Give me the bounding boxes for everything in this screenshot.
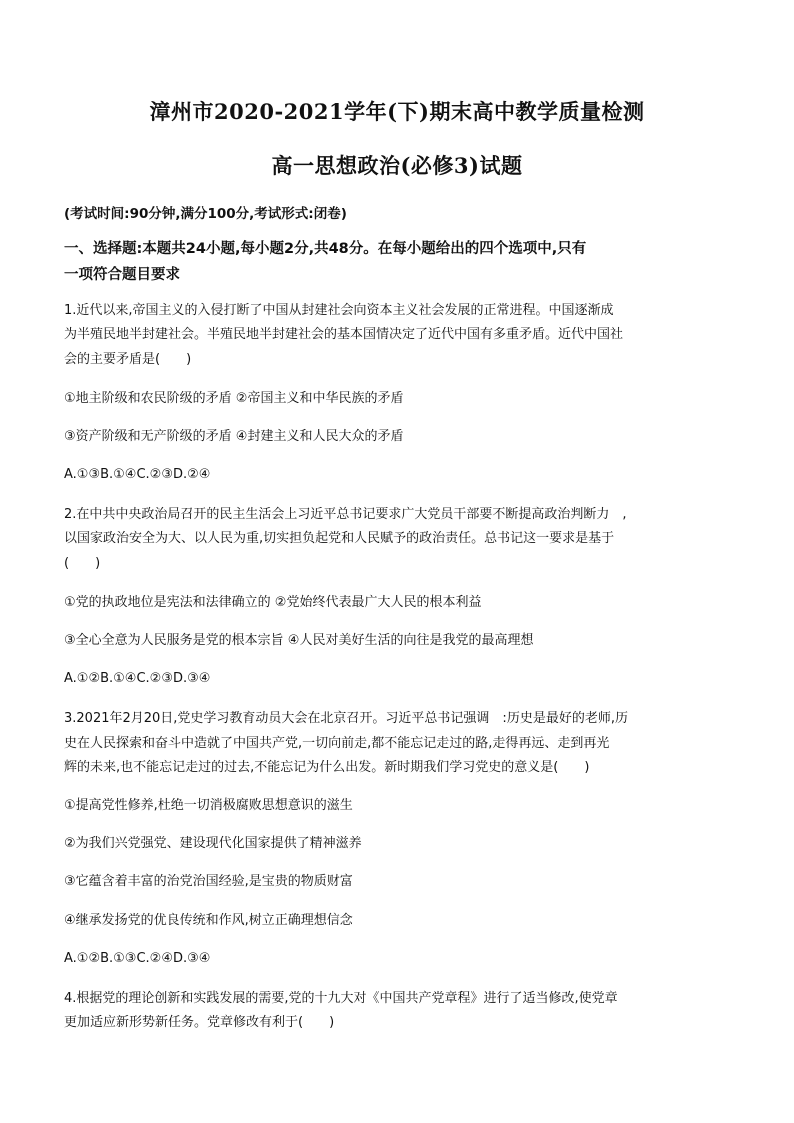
section-heading [64,236,736,288]
question-answers: A.①②B.①③C.②④D.③④ [64,951,211,966]
question-option-line: ①地主阶级和农民阶级的矛盾 ②帝国主义和中华民族的矛盾 [64,391,404,406]
question-stem-line: 以国家政治安全为大、以人民为重,切实担负起党和人民赋予的政治责任。总书记这一要求是基于 [64,531,615,546]
section-heading-line: 一、选择题:本题共24小题,每小题2分,共48分。在每小题给出的四个选项中,只有 [64,241,587,257]
question-answers: A.①③B.①④C.②③D.②④ [64,467,211,482]
question-option-line: ③全心全意为人民服务是党的根本宗旨 ④人民对美好生活的向往是我党的最高理想 [64,633,534,648]
question-option-line: ②为我们兴党强党、建设现代化国家提供了精神滋养 [64,836,362,851]
question-option-line: ④继承发扬党的优良传统和作风,树立正确理想信念 [64,913,353,928]
question-stem-line: 史在人民探索和奋斗中造就了中国共产党,一切向前走,都不能忘记走过的路,走得再远、走到再光 [64,736,610,751]
question-stem-line: 为半殖民地半封建社会。半殖民地半封建社会的基本国情决定了近代中国有多重矛盾。近代中国社 [64,327,624,342]
question-option-line: ③它蕴含着丰富的治党治国经验,是宝贵的物质财富 [64,874,353,889]
question-stem-line: 3.2021年2月20日,党史学习教育动员大会在北京召开。习近平总书记强调 :历史是最好的老师,历 [64,711,628,726]
question-stem-line: ( ) [64,556,101,571]
question-option-line: ①党的执政地位是宪法和法律确立的 ②党始终代表最广大人民的根本利益 [64,595,482,610]
question-stem-line: 辉的未来,也不能忘记走过的过去,不能忘记为什么出发。新时期我们学习党史的意义是( ) [64,760,590,775]
question-stem-line: 会的主要矛盾是( ) [64,352,192,367]
question-answers: A.①②B.①④C.②③D.③④ [64,671,211,686]
question-stem-line: 2.在中共中央政治局召开的民主生活会上习近平总书记要求广大党员干部要不断提高政治判断力 , [64,507,627,522]
question-stem-line: 更加适应新形势新任务。党章修改有利于( ) [64,1015,335,1030]
question-stem-line: 4.根据党的理论创新和实践发展的需要,党的十九大对《中国共产党章程》进行了适当修改,使党章 [64,991,618,1006]
section-heading-line: 一项符合题目要求 [64,267,180,283]
question-stem-line: 1.近代以来,帝国主义的入侵打断了中国从封建社会向资本主义社会发展的正常进程。中国逐渐成 [64,303,614,318]
question-option-line: ③资产阶级和无产阶级的矛盾 ④封建主义和人民大众的矛盾 [64,429,404,444]
page-title: 漳州市2020-2021学年(下)期末高中教学质量检测 [149,99,645,124]
page-subtitle: 高一思想政治(必修3)试题 [271,153,523,178]
exam-info: (考试时间:90分钟,满分100分,考试形式:闭卷) [64,206,347,222]
question-option-line: ①提高党性修养,杜绝一切消极腐败思想意识的滋生 [64,798,353,813]
